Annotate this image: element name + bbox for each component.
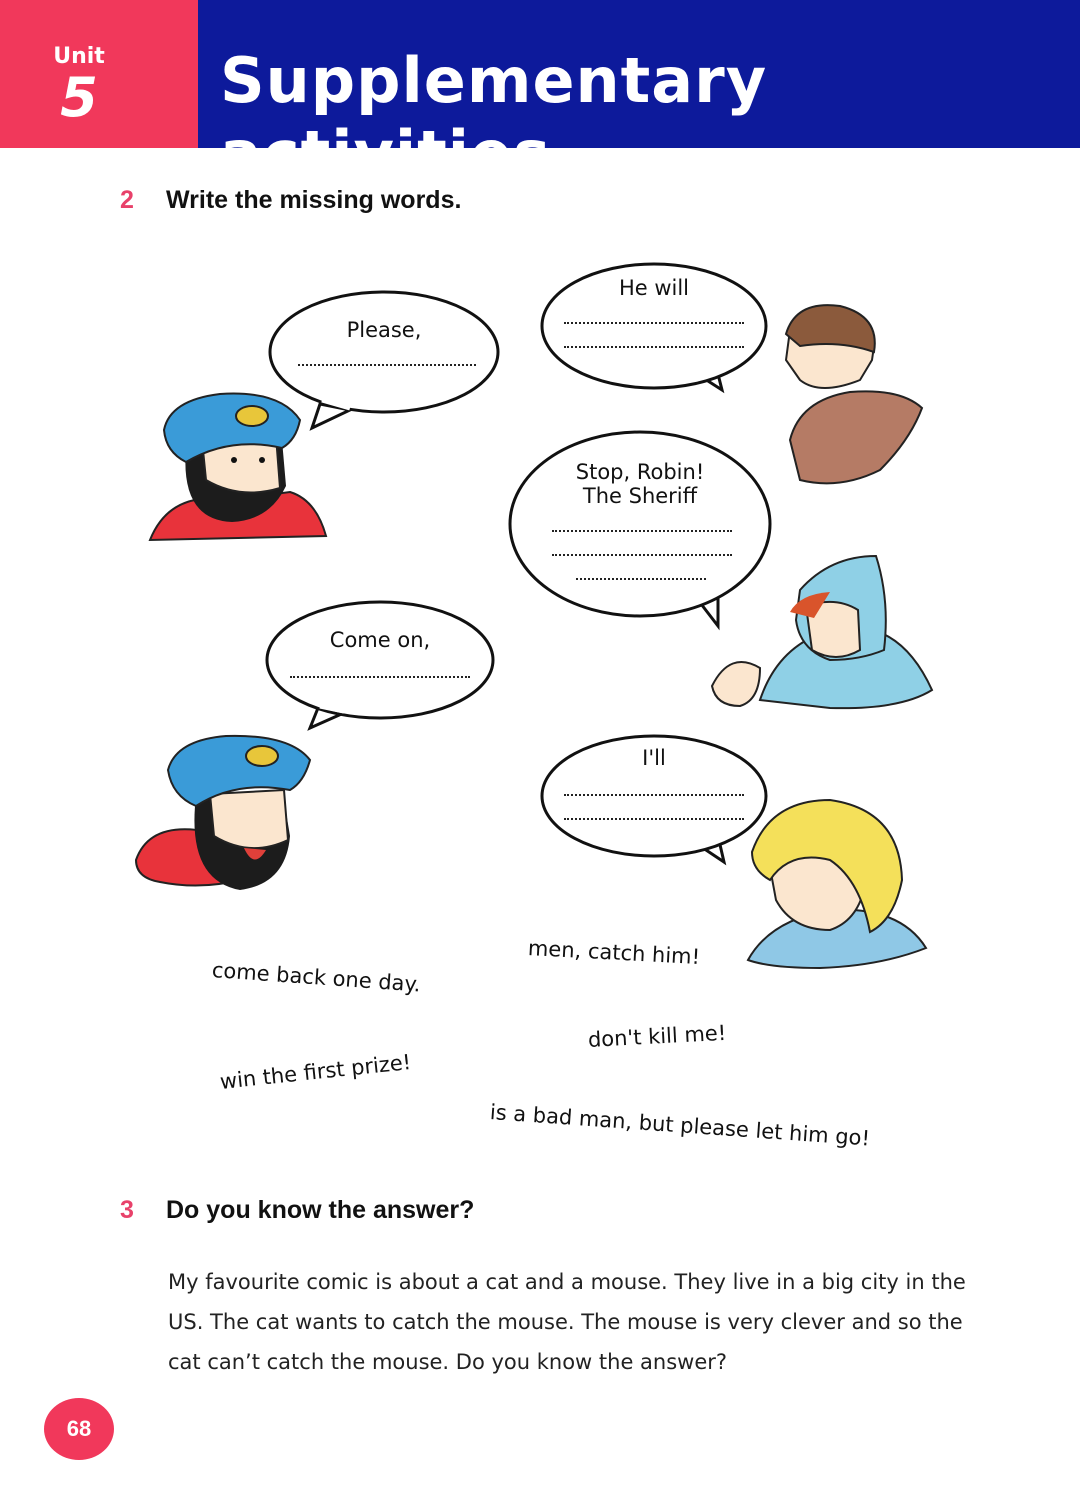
answer-line-stop-1[interactable] xyxy=(552,530,732,532)
section-3-title: Do you know the answer? xyxy=(166,1196,475,1224)
phrase-come-back-one-day: come back one day. xyxy=(211,958,422,997)
paragraph-line: My favourite comic is about a cat and a mouse. They live in a big city in the xyxy=(168,1270,966,1294)
page-title: Supplementary activities xyxy=(220,44,768,190)
bubble-text-he-will: He will xyxy=(618,276,690,300)
paragraph-line: cat can’t catch the mouse. Do you know the answer? xyxy=(168,1350,728,1374)
answer-line-ill-2[interactable] xyxy=(564,818,744,820)
answer-line-he-will-1[interactable] xyxy=(564,322,744,324)
robin-blonde-illustration xyxy=(748,800,926,968)
bubble-text-come-on: Come on, xyxy=(329,628,431,652)
speech-bubble-please xyxy=(270,292,498,428)
bubble-text-the-sheriff: The Sheriff xyxy=(582,484,698,508)
robin-illustration-1 xyxy=(786,305,922,483)
section-2-number: 2 xyxy=(120,186,134,214)
phrase-dont-kill-me: don't kill me! xyxy=(587,1020,727,1052)
page-number-badge: 68 xyxy=(44,1398,114,1460)
section-3-number: 3 xyxy=(120,1196,134,1224)
section-2-title: Write the missing words. xyxy=(166,186,462,214)
paragraph-line: US. The cat wants to catch the mouse. The mouse is very clever and so the xyxy=(168,1310,963,1334)
section-3-paragraph xyxy=(168,1262,988,1382)
sheriff-illustration-1 xyxy=(150,394,326,540)
answer-line-he-will-2[interactable] xyxy=(564,346,744,348)
phrase-men-catch-him: men, catch him! xyxy=(527,936,701,969)
sheriff-illustration-2 xyxy=(136,736,310,890)
answer-line-stop-2[interactable] xyxy=(552,554,732,556)
bubble-text-ill: I'll xyxy=(642,746,666,770)
unit-number: 5 xyxy=(60,66,98,129)
answer-line-stop-3[interactable] xyxy=(576,578,706,580)
phrase-win-first-prize: win the first prize! xyxy=(218,1049,413,1094)
speech-bubble-come-on xyxy=(267,602,493,728)
answer-line-come-on[interactable] xyxy=(290,676,470,678)
unit-label: Unit xyxy=(53,44,105,69)
answer-line-please[interactable] xyxy=(298,364,476,366)
bubble-text-stop-robin: Stop, Robin! xyxy=(575,460,705,484)
phrase-bad-man: is a bad man, but please let him go! xyxy=(489,1100,871,1151)
bubble-text-please: Please, xyxy=(346,318,422,342)
answer-line-ill-1[interactable] xyxy=(564,794,744,796)
section-3-heading xyxy=(120,1196,474,1225)
